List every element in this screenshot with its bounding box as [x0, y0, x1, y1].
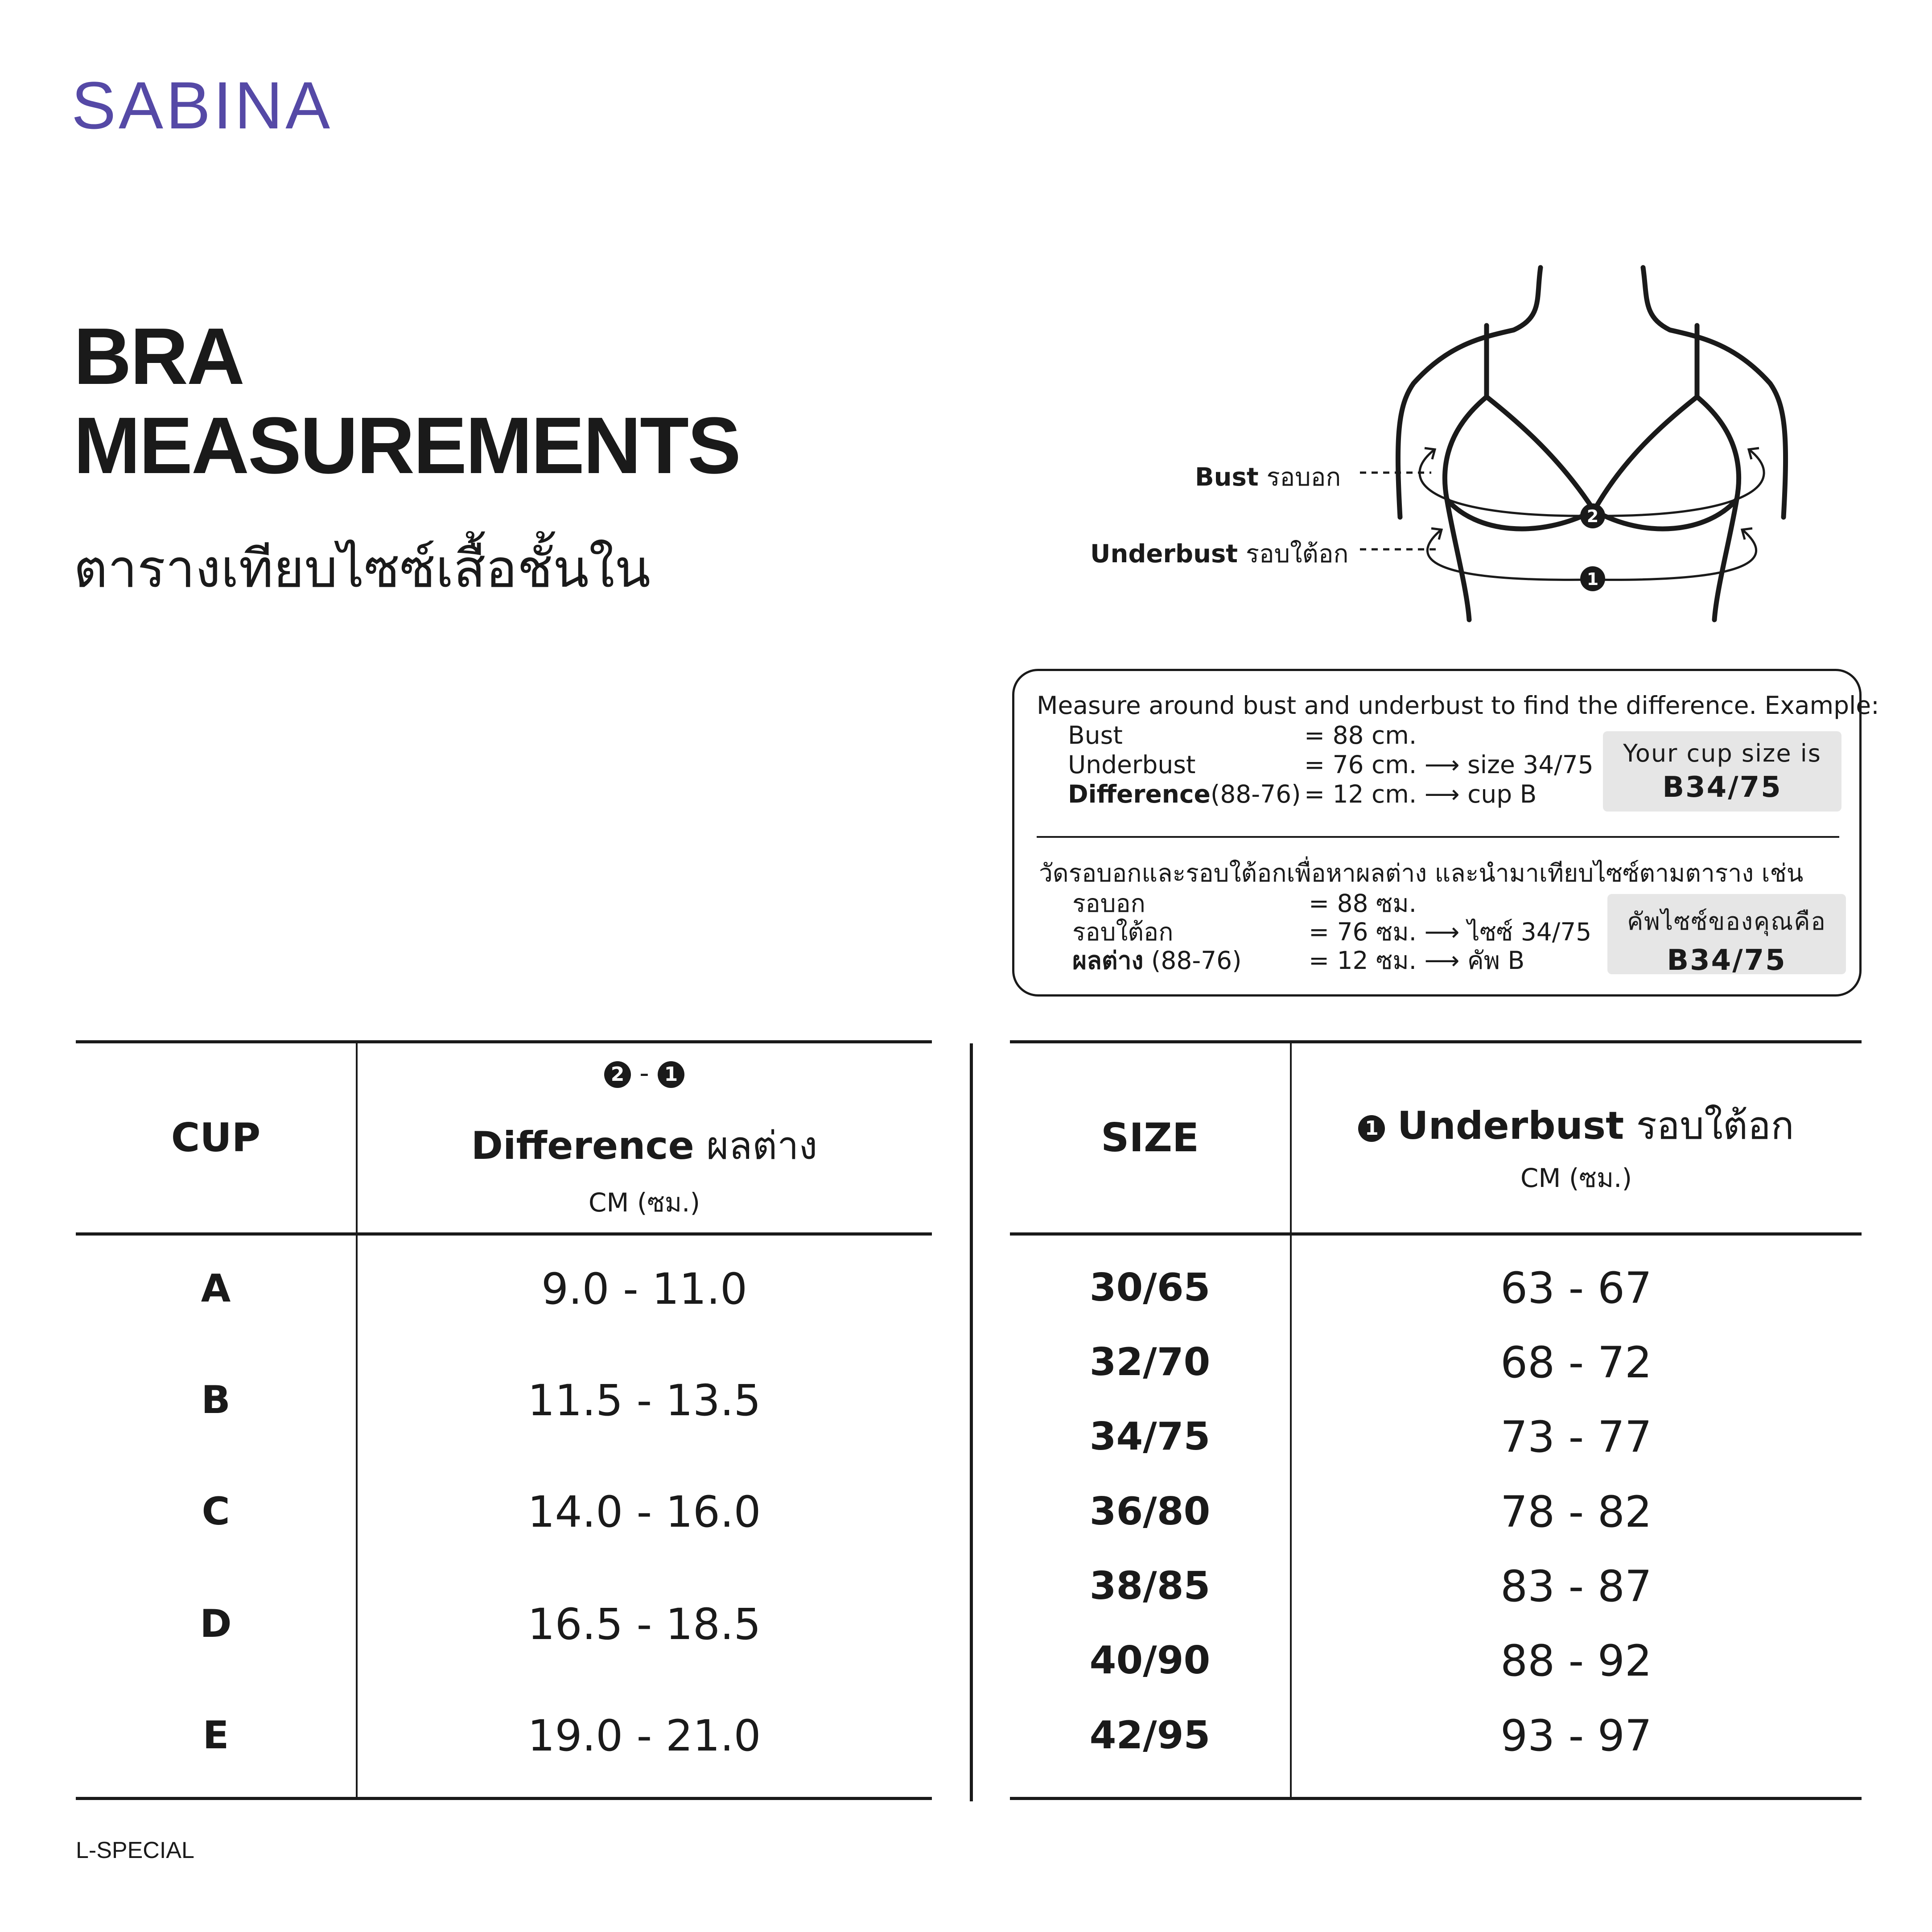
- marker-1-badge: 1: [1358, 1115, 1385, 1142]
- page-title: [74, 312, 740, 490]
- cup-table-header-rule: [76, 1232, 932, 1236]
- bust-label: [1195, 457, 1341, 497]
- tables-separator: [970, 1043, 973, 1801]
- example-difference-value-th: = 12 ซม. ⟶ คัพ B: [1309, 946, 1525, 975]
- underbust-unit: CM (ซม.): [1520, 1163, 1632, 1193]
- example-underbust-value: = 76 cm. ⟶ size 34/75: [1304, 750, 1594, 779]
- example-difference-rest-th: (88-76): [1151, 946, 1242, 975]
- bust-label-en: Bust: [1195, 463, 1259, 492]
- cup-table-bottom-rule: [76, 1797, 932, 1800]
- example-difference-bold-th: ผลต่าง: [1072, 946, 1144, 975]
- underbust-header-th: รอบใต้อก: [1636, 1104, 1794, 1148]
- footer-label: L-SPECIAL: [76, 1837, 194, 1863]
- example-underbust-value-th: = 76 ซม. ⟶ ไซซ์ 34/75: [1309, 918, 1592, 946]
- underbust-column-header: [1291, 1095, 1862, 1156]
- example-difference-value: = 12 cm. ⟶ cup B: [1304, 780, 1537, 808]
- size-table-top-rule: [1010, 1040, 1862, 1043]
- size-34-75-range: 73 - 77: [1500, 1412, 1652, 1462]
- size-30-65: 30/65: [1089, 1265, 1211, 1310]
- cup-table-top-rule: [76, 1040, 932, 1043]
- size-32-70-range: 68 - 72: [1500, 1338, 1652, 1388]
- marker-1-badge: 1: [658, 1061, 684, 1088]
- cup-d: D: [200, 1602, 232, 1646]
- size-38-85-range: 83 - 87: [1500, 1561, 1652, 1611]
- size-column-header: SIZE: [1100, 1115, 1199, 1161]
- cup-b: B: [201, 1378, 231, 1422]
- size-34-75: 34/75: [1089, 1414, 1211, 1459]
- measurement-example-box: [1012, 669, 1879, 997]
- marker-1: 1: [1586, 569, 1599, 589]
- example-bust-label-th: รอบอก: [1072, 889, 1145, 918]
- size-40-90-range: 88 - 92: [1500, 1636, 1652, 1686]
- size-42-95-range: 93 - 97: [1500, 1711, 1652, 1761]
- title-line-2: MEASUREMENTS: [74, 401, 740, 490]
- cup-e-range: 19.0 - 21.0: [527, 1711, 761, 1761]
- difference-formula: [357, 1058, 932, 1089]
- size-36-80-range: 78 - 82: [1500, 1487, 1652, 1537]
- cup-c: C: [202, 1489, 230, 1534]
- cup-e: E: [202, 1713, 229, 1758]
- size-38-85: 38/85: [1089, 1564, 1211, 1608]
- size-42-95: 42/95: [1089, 1713, 1211, 1758]
- underbust-label: [1090, 534, 1348, 573]
- size-table-header-rule: [1010, 1232, 1862, 1236]
- size-30-65-range: 63 - 67: [1500, 1263, 1652, 1313]
- example-intro-th: วัดรอบอกและรอบใต้อกเพื่อหาผลต่าง และนำมาเทียบไซซ์ตามตาราง เช่น: [1039, 859, 1804, 887]
- example-bust-value: = 88 cm.: [1304, 721, 1417, 750]
- underbust-header-en: Underbust: [1397, 1104, 1624, 1148]
- cup-a: A: [201, 1266, 231, 1311]
- result-value-en: B34/75: [1662, 771, 1782, 804]
- example-underbust-label-th: รอบใต้อก: [1072, 918, 1174, 946]
- difference-column-header: [357, 1115, 932, 1176]
- marker-2-badge: 2: [604, 1061, 631, 1088]
- brand-logo: SABINA: [71, 68, 333, 143]
- example-intro-en: Measure around bust and underbust to find the difference. Example:: [1037, 691, 1879, 720]
- cup-a-range: 9.0 - 11.0: [541, 1264, 748, 1314]
- result-label-en: Your cup size is: [1623, 739, 1821, 767]
- example-bust-value-th: = 88 ซม.: [1309, 889, 1417, 918]
- example-underbust-label: Underbust: [1068, 750, 1196, 779]
- cup-b-range: 11.5 - 13.5: [527, 1376, 761, 1425]
- marker-2: 2: [1586, 507, 1599, 526]
- difference-unit: CM (ซม.): [588, 1187, 700, 1218]
- size-36-80: 36/80: [1089, 1489, 1211, 1534]
- size-32-70: 32/70: [1089, 1340, 1211, 1384]
- cup-column-header: CUP: [171, 1115, 261, 1161]
- formula-dash: -: [639, 1058, 649, 1089]
- page-subtitle: ตารางเทียบไซซ์เสื้อชั้นใน: [74, 538, 651, 599]
- box-divider: [1037, 836, 1839, 838]
- result-value-th: B34/75: [1667, 944, 1787, 977]
- cup-d-range: 16.5 - 18.5: [527, 1599, 761, 1649]
- example-bust-label: Bust: [1068, 721, 1123, 750]
- underbust-label-en: Underbust: [1090, 540, 1238, 568]
- result-label-th: คัพไซซ์ของคุณคือ: [1627, 907, 1826, 935]
- result-box-th: [1607, 894, 1846, 977]
- bra-measurement-diagram: [1048, 250, 1850, 642]
- difference-header-en: Difference: [471, 1124, 694, 1168]
- size-table-bottom-rule: [1010, 1797, 1862, 1800]
- example-difference-rest: (88-76): [1210, 780, 1301, 808]
- torso-illustration: [1048, 250, 1850, 642]
- cup-c-range: 14.0 - 16.0: [527, 1487, 761, 1537]
- example-difference-bold: Difference: [1068, 780, 1211, 808]
- difference-header-th: ผลต่าง: [706, 1124, 818, 1168]
- title-line-1: BRA: [74, 312, 243, 401]
- example-difference-label: [1068, 780, 1301, 808]
- underbust-label-th: รอบใต้อก: [1245, 540, 1349, 568]
- example-difference-label-th: [1072, 941, 1242, 980]
- result-box-en: [1603, 731, 1841, 812]
- bust-label-th: รอบอก: [1266, 463, 1341, 492]
- size-40-90: 40/90: [1089, 1638, 1211, 1683]
